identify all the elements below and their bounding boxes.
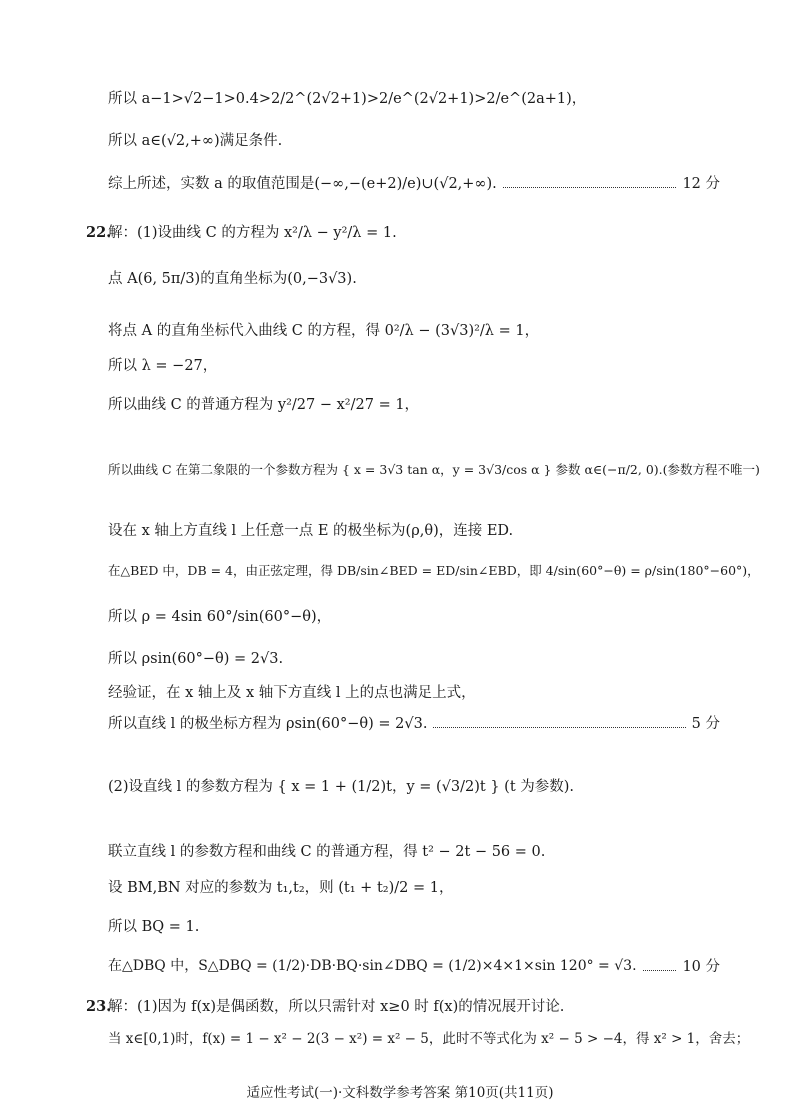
score-label: 12 分 <box>682 176 720 192</box>
text-line: 所以曲线 C 在第二象限的一个参数方程为 { x = 3√3 tan α，y = 3√3/cos α } 参数 α∈(−π/2, 0).(参数方程不唯一) <box>108 462 760 477</box>
text-line: 所以 a−1>√2−1>0.4>2/2^(2√2+1)>2/e^(2√2+1)>2/e^(2a+1)， <box>108 91 587 107</box>
text-line: 所以 BQ = 1. <box>108 919 200 935</box>
text-line: 经验证，在 x 轴上及 x 轴下方直线 l 上的点也满足上式， <box>108 685 476 701</box>
text-line: (2)设直线 l 的参数方程为 { x = 1 + (1/2)t，y = (√3/2)t } (t 为参数). <box>108 779 575 795</box>
text-line: 设 BM,BN 对应的参数为 t₁,t₂，则 (t₁ + t₂)/2 = 1， <box>108 880 454 896</box>
text-line: 所以曲线 C 的普通方程为 y²/27 − x²/27 = 1， <box>108 397 420 413</box>
dot-leader <box>503 187 677 188</box>
text-line: 在△BED 中，DB = 4，由正弦定理，得 DB/sin∠BED = ED/sin∠EBD，即 4/sin(60°−θ) = ρ/sin(180°−60°)， <box>108 563 760 578</box>
text-line: 所以 ρsin(60°−θ) = 2√3. <box>108 651 284 667</box>
score-label: 10 分 <box>682 959 720 975</box>
text-line: 所以 λ = −27， <box>108 358 218 374</box>
text-line: 解：(1)设曲线 C 的方程为 x²/λ − y²/λ = 1. <box>108 225 397 241</box>
text-line-with-score <box>108 175 720 193</box>
text-line: 所以直线 l 的极坐标方程为 ρsin(60°−θ) = 2√3. <box>108 716 428 732</box>
question-number: 23. <box>86 998 112 1015</box>
score-label: 5 分 <box>691 716 720 732</box>
text-line: 在△DBQ 中，S△DBQ = (1/2)·DB·BQ·sin∠DBQ = (1/2)×4×1×sin 120° = √3. <box>108 958 637 975</box>
dot-leader <box>643 970 677 971</box>
text-line: 将点 A 的直角坐标代入曲线 C 的方程，得 0²/λ − (3√3)²/λ = 1， <box>108 323 540 339</box>
text-line: 当 x∈[0,1)时，f(x) = 1 − x² − 2(3 − x²) = x² − 5，此时不等式化为 x² − 5 > −4，得 x² > 1，舍去； <box>108 1031 750 1047</box>
text-line: 解：(1)因为 f(x)是偶函数，所以只需针对 x≥0 时 f(x)的情况展开讨论. <box>108 999 565 1015</box>
question-number: 22. <box>86 224 112 241</box>
text-line: 综上所述，实数 a 的取值范围是(−∞,−(e+2)/e)∪(√2,+∞). <box>108 176 497 192</box>
text-line-with-score <box>108 958 720 976</box>
text-line: 设在 x 轴上方直线 l 上任意一点 E 的极坐标为(ρ,θ)，连接 ED. <box>108 523 514 539</box>
text-line: 点 A(6, 5π/3)的直角坐标为(0,−3√3). <box>108 271 357 287</box>
dot-leader <box>433 727 685 728</box>
text-line: 所以 ρ = 4sin 60°/sin(60°−θ)， <box>108 609 332 625</box>
text-line: 所以 a∈(√2,+∞)满足条件. <box>108 133 283 149</box>
text-line: 联立直线 l 的参数方程和曲线 C 的普通方程，得 t² − 2t − 56 = 0. <box>108 844 546 860</box>
text-line-with-score <box>108 715 720 733</box>
page-footer: 适应性考试(一)·文科数学参考答案 第10页(共11页) <box>246 1085 554 1101</box>
